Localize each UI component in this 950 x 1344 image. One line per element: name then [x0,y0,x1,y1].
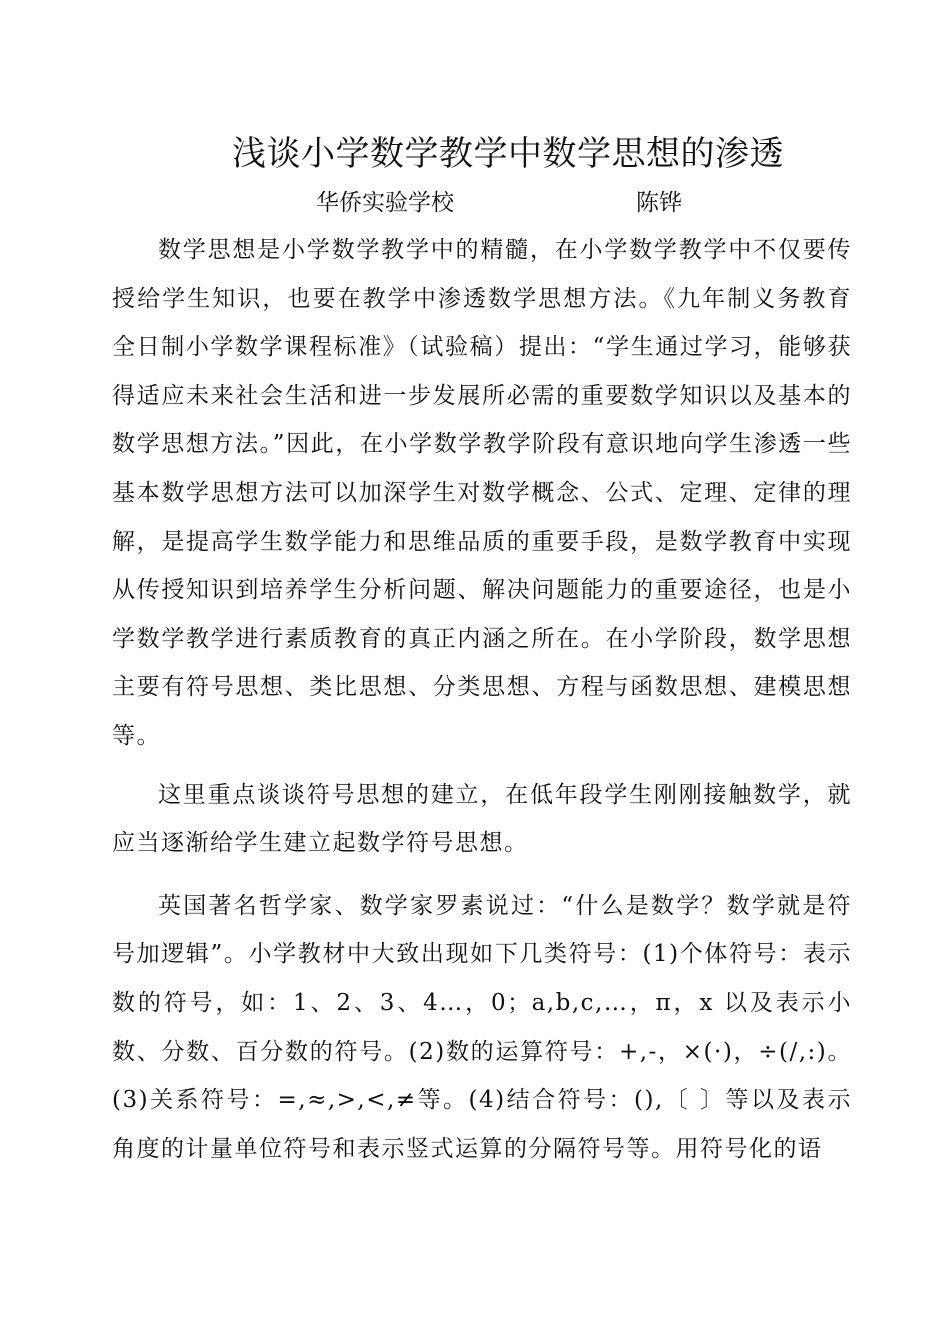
author-school: 华侨实验学校 [316,190,454,216]
author-name: 陈铧 [636,190,682,216]
paragraph-intro: 数学思想是小学数学教学中的精髓，在小学数学教学中不仅要传授给学生知识，也要在教学中渗透数学思想方法。《九年制义务教育全日制小学数学课程标准》（试验稿）提出：“学生通过学习，能够获得适应未来社会生活和进一步发展所必需的重要数学知识以及基本的数学思想方法。”因此，在小学数学教学阶段有意识地向学生渗透一些基本数学思想方法可以加深学生对数学概念、公式、定理、定律的理解，是提高学生数学能力和思维品质的重要手段，是数学教育中实现从传授知识到培养学生分析问题、解决问题能力的重要途径，也是小学数学教学进行素质教育的真正内涵之所在。在小学阶段，数学思想主要有符号思想、类比思想、分类思想、方程与函数思想、建模思想等。 [112,237,852,749]
paragraph-russell-quote: 英国著名哲学家、数学家罗素说过：“什么是数学？数学就是符号加逻辑”。小学教材中大致出现如下几类符号：(1)个体符号：表示数的符号，如：1、2、3、4…，0；a,b,c,…，π，x 以及表示小数、分数、百分数的符号。(2)数的运算符号：+,-，×(·)，÷(/,:)。(3)关系符号：=,≈,>,<,≠等。(4)结合符号：(),〔 〕等以及表示角度的计量单位符号和表示竖式运算的分隔符号等。用符号化的语 [112,892,852,1162]
document-title: 浅谈小学数学教学中数学思想的渗透 [232,134,784,174]
paragraph-symbol-thought: 这里重点谈谈符号思想的建立，在低年段学生刚刚接触数学，就应当逐渐给学生建立起数学符号思想。 [112,781,852,857]
document-body [112,226,852,1173]
